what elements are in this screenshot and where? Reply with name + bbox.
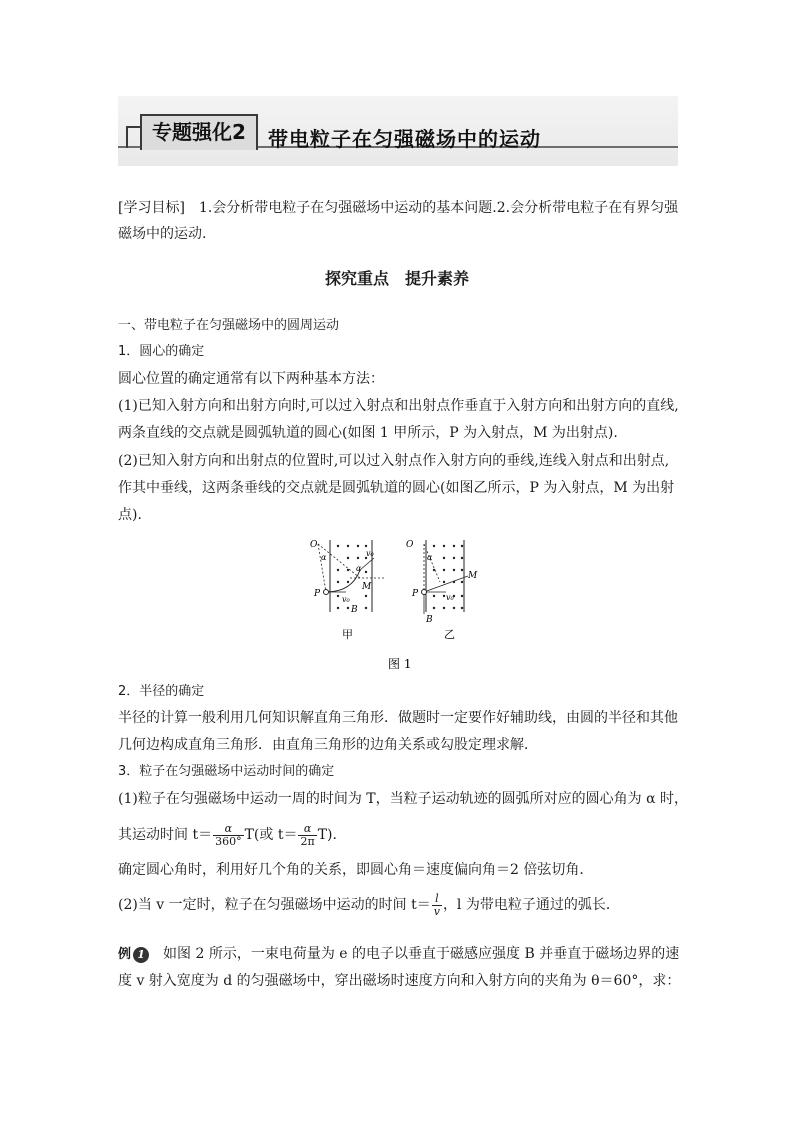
fraction-l-v (432, 893, 442, 918)
chapter-title: 带电粒子在匀强磁场中的运动 (268, 127, 541, 151)
chapter-banner (118, 96, 678, 166)
method2-line-3: 点). (118, 507, 142, 523)
part1-intro: 圆心位置的确定通常有以下两种基本方法： (118, 371, 384, 387)
part3-line-2 (118, 818, 678, 852)
objectives-line-1: [学习目标] 1.会分析带电粒子在匀强磁场中运动的基本问题.2.会分析带电粒子在有界匀强 (118, 200, 679, 216)
part3-line-4b: ，l 为带电粒子通过的弧长． (442, 897, 620, 913)
fig-left-label-P: P (314, 589, 321, 599)
frac2-numerator: α (298, 823, 316, 836)
fig-left-label-v0b: v₀ (342, 595, 350, 604)
part3-line-2b: T(或 t＝ (244, 827, 298, 843)
figure-panel-right (406, 540, 478, 641)
fig-right-label-M: M (468, 571, 478, 581)
fig-left-label-B: B (351, 605, 358, 615)
fraction-alpha-360 (213, 823, 244, 848)
fig-left-label-M: M (362, 582, 372, 592)
method1-line-2: 两条直线的交点就是圆弧轨道的圆心(如图 1 甲所示，P 为入射点，M 为出射点). (118, 425, 618, 441)
frac3-denominator: v (433, 904, 440, 918)
fraction-alpha-2pi (298, 823, 316, 848)
fig-right-label-O: O (406, 540, 414, 550)
topic-tag: 专题强化2 (140, 114, 258, 150)
fig-right-label-v0: v₀ (446, 593, 454, 602)
method2-line-1: (2)已知入射方向和出射点的位置时,可以过入射点作入射方向的垂线,连线入射点和出射点, (118, 453, 670, 469)
part3-subheading: 3．粒子在匀强磁场中运动时间的确定 (118, 764, 335, 779)
fig-right-label-alpha: α (427, 553, 433, 562)
fig-right-label-P: P (412, 589, 419, 599)
part3-line-2c: T). (317, 827, 337, 843)
frac1-denominator: 360° (215, 834, 242, 848)
part3-line-4a: (2)当 v 一定时，粒子在匀强磁场中运动的时间 t＝ (118, 897, 431, 913)
fig-left-label-v0: v₀ (366, 549, 374, 558)
example-number-badge: 1 (133, 947, 149, 963)
fig-left-label-alpha2: α (356, 564, 362, 573)
part1-heading: 一、带电粒子在匀强磁场中的圆周运动 (118, 318, 340, 333)
figure-1-diagram (300, 532, 500, 674)
part1-subheading: 1．圆心的确定 (118, 344, 205, 359)
part2-line-1: 半径的计算一般利用几何知识解直角三角形．做题时一定要作好辅助线，由圆的半径和其他 (118, 710, 678, 726)
part2-line-2: 几何边构成直角三角形．由直角三角形的边角关系或勾股定理求解． (118, 737, 538, 753)
example-label: 例 (118, 947, 132, 962)
part3-line-4 (118, 888, 678, 922)
fig-left-label-alpha: α (321, 553, 327, 562)
part3-line-1: (1)粒子在匀强磁场中运动一周的时间为 T，当粒子运动轨迹的圆弧所对应的圆心角为 α 时， (118, 791, 688, 807)
frac1-numerator: α (213, 823, 244, 836)
example-line-1 (118, 941, 678, 968)
objectives-line-2: 磁场中的运动. (118, 226, 207, 242)
frac2-denominator: 2π (300, 834, 315, 848)
figure-panel-left (310, 540, 386, 641)
example-text-1: 如图 2 所示，一束电荷量为 e 的电子以垂直于磁感应强度 B 并垂直于磁场边界的速 (149, 946, 680, 962)
fig-right-label-B: B (426, 615, 433, 625)
fig-left-label: 甲 (342, 628, 353, 641)
fig-left-label-O: O (310, 540, 318, 550)
part3-line-3: 确定圆心角时，利用好几个角的关系，即圆心角＝速度偏向角＝2 倍弦切角． (118, 862, 594, 878)
method1-line-1: (1)已知入射方向和出射方向时,可以过入射点和出射点作垂直于入射方向和出射方向的直线, (118, 398, 679, 414)
fig-right-label: 乙 (444, 628, 455, 641)
part2-subheading: 2．半径的确定 (118, 684, 205, 699)
part3-line-2a: 其运动时间 t＝ (118, 827, 213, 843)
method2-line-2: 作其中垂线，这两条垂线的交点就是圆弧轨道的圆心(如图乙所示，P 为入射点，M 为出射 (118, 480, 675, 496)
figure-caption: 图 1 (388, 657, 412, 671)
frac3-numerator: l (432, 893, 442, 906)
example-line-2: 度 v 射入宽度为 d 的匀强磁场中，穿出磁场时速度方向和入射方向的夹角为 θ＝60°，求： (118, 973, 681, 989)
section-title: 探究重点 提升素养 (324, 269, 469, 288)
